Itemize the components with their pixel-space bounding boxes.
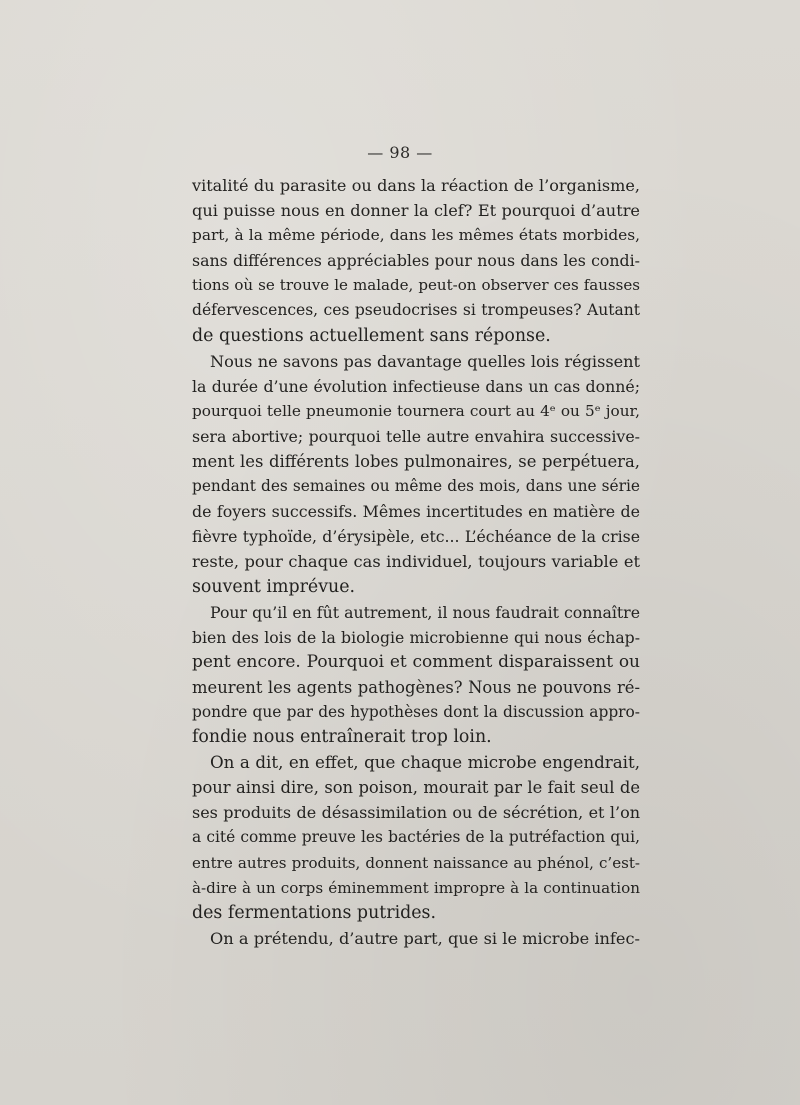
text-line: sera abortive; pourquoi telle autre envahira successive- bbox=[192, 426, 640, 446]
text-line: tions où se trouve le malade, peut-on observer ces fausses bbox=[192, 276, 640, 295]
text-line: sans différences appréciables pour nous dans les condi- bbox=[192, 251, 640, 271]
text-line: vitalité du parasite ou dans la réaction de l’organisme, bbox=[192, 176, 640, 195]
text-line: pendant des semaines ou même des mois, dans une série bbox=[192, 477, 640, 496]
paragraph-5 bbox=[192, 926, 640, 951]
text-line: la durée d’une évolution infectieuse dans un cas donné; bbox=[192, 376, 640, 396]
text-line: pondre que par des hypothèses dont la discussion appro- bbox=[192, 702, 640, 721]
text-line: qui puisse nous en donner la clef? Et pourquoi d’autre bbox=[192, 201, 640, 221]
text-line: Nous ne savons pas davantage quelles lois régissent bbox=[210, 351, 640, 371]
paragraph-3 bbox=[192, 600, 640, 751]
text-line: ses produits de désassimilation ou de sécrétion, et l’on bbox=[192, 803, 640, 823]
page-number: — 98 — bbox=[367, 143, 433, 162]
text-line: On a dit, en effet, que chaque microbe engendrait, bbox=[210, 753, 640, 773]
text-line: pent encore. Pourquoi et comment disparaissent ou bbox=[192, 651, 640, 672]
paragraph-1 bbox=[192, 173, 640, 349]
text-line: meurent les agents pathogènes? Nous ne pouvons ré- bbox=[192, 677, 640, 697]
text-line: fièvre typhoïde, d’érysipèle, etc... L’échéance de la crise bbox=[192, 527, 640, 547]
text-line: à-dire à un corps éminemment impropre à la continuation bbox=[192, 878, 640, 897]
paragraph-4 bbox=[192, 750, 640, 926]
text-line: ment les différents lobes pulmonaires, se perpétuera, bbox=[192, 452, 640, 472]
text-line: souvent imprévue. bbox=[192, 576, 356, 597]
text-line: part, à la même période, dans les mêmes états morbides, bbox=[192, 226, 640, 245]
text-line: reste, pour chaque cas individuel, toujours variable et bbox=[192, 552, 640, 572]
text-line: a cité comme preuve les bactéries de la putréfaction qui, bbox=[192, 828, 640, 847]
text-line: de foyers successifs. Mêmes incertitudes en matière de bbox=[192, 502, 640, 522]
text-line: bien des lois de la biologie microbienne qui nous échap- bbox=[192, 627, 640, 647]
text-line: entre autres produits, donnent naissance au phénol, c’est- bbox=[192, 853, 640, 872]
body-text bbox=[192, 173, 640, 951]
text-line: fondie nous entraînerait trop loin. bbox=[192, 727, 492, 748]
paragraph-2 bbox=[192, 349, 640, 600]
text-line: défervescences, ces pseudocrises si trompeuses? Autant bbox=[192, 301, 640, 320]
text-line: pourquoi telle pneumonie tournera court au 4ᵉ ou 5ᵉ jour, bbox=[192, 401, 640, 420]
text-line: Pour qu’il en fût autrement, il nous faudrait connaître bbox=[210, 602, 640, 622]
text-line: pour ainsi dire, son poison, mourait par le fait seul de bbox=[192, 778, 640, 798]
text-line: de questions actuellement sans réponse. bbox=[192, 325, 551, 346]
text-line: des fermentations putrides. bbox=[192, 902, 437, 923]
text-line: On a prétendu, d’autre part, que si le microbe infec- bbox=[210, 928, 640, 948]
